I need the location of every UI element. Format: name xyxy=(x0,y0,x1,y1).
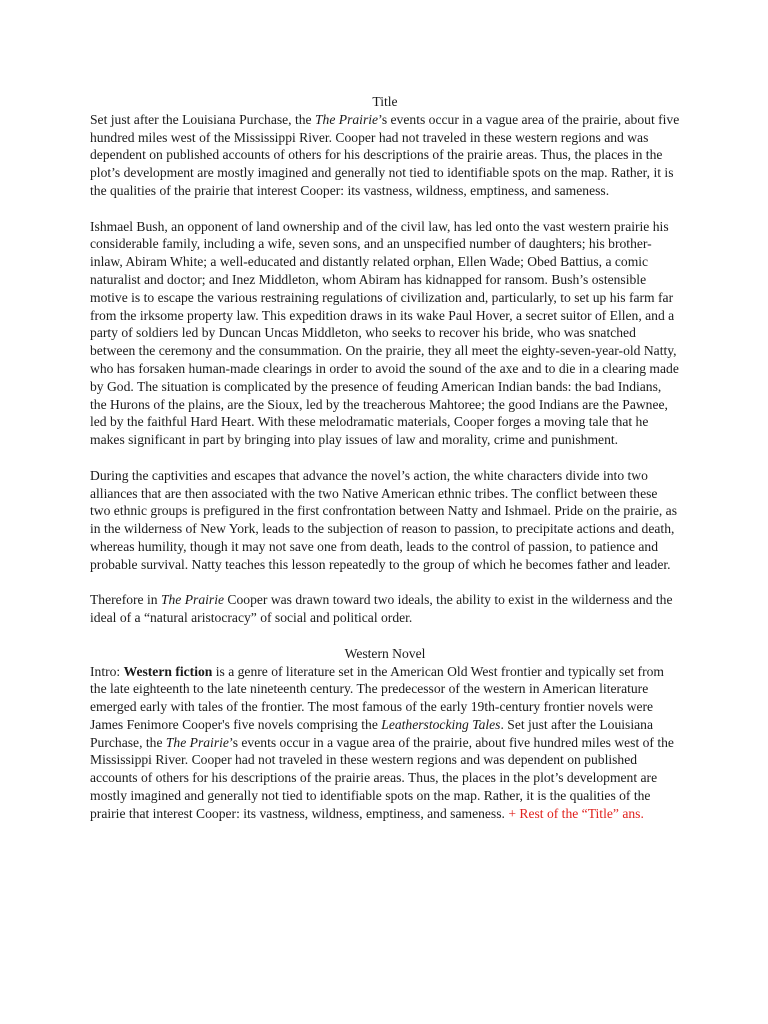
title-paragraph-1 xyxy=(90,111,680,200)
intro-label: Intro: xyxy=(90,663,124,679)
paragraph-gap xyxy=(90,200,680,218)
text-run: Therefore in xyxy=(90,592,161,608)
document-page xyxy=(90,93,680,823)
western-novel-heading: Western Novel xyxy=(344,645,426,661)
leatherstocking-italic: Leatherstocking Tales xyxy=(381,716,501,732)
text-run: is a genre of literature set in the American Old West frontier and typically set from the late eighteenth to the late nineteenth century. The predecessor of the western in American literature emerged early with tales of the frontier. The most famous of the early 19th-century frontier novels were James Fenimore Cooper's five novels comprising the xyxy=(90,663,664,732)
paragraph-gap xyxy=(90,449,680,467)
text-run: ’s events occur in a vague area of the prairie, about five hundred miles west of the Mississippi River. Cooper had not traveled in these western regions and was dependent on published accounts of others for his descriptions of the prairie areas. Thus, the places in the plot’s development are mostly imagined and generally not tied to identifiable spots on the map. Rather, it is the qualities of the prairie that interest Cooper: its vastness, wildness, emptiness, and sameness. xyxy=(90,111,680,198)
text-run: ’s events occur in a vague area of the prairie, about five hundred miles west of the Mississippi River. Cooper had not traveled in these western regions and was dependent on published accounts of others for his descriptions of the prairie areas. Thus, the places in the plot’s development are mostly imagined and generally not tied to identifiable spots on the map. Rather, it is the qualities of the prairie that interest Cooper: its vastness, wildness, emptiness, and sameness. xyxy=(90,734,674,821)
paragraph-gap xyxy=(90,627,680,645)
title-paragraph-3: During the captivities and escapes that advance the novel’s action, the white characters divide into two alliances that are then associated with the two Native American ethnic tribes. The conflict between these two ethnic groups is prefigured in the first confrontation between Natty and Ishmael. Pride on the prairie, as in the wilderness of New York, leads to the subjection of reason to passion, to precipitate actions and death, whereas humility, though it may not save one from death, leads to the control of passion, to patience and probable survival. Natty teaches this lesson repeatedly to the group of which he becomes father and leader. xyxy=(90,467,678,572)
text-run: . Set just after the Louisiana Purchase, the xyxy=(90,716,653,750)
text-run: Set just after the Louisiana Purchase, the xyxy=(90,111,315,127)
title-paragraph-4 xyxy=(90,591,680,627)
book-title-italic: The Prairie xyxy=(165,734,229,750)
western-paragraph-1 xyxy=(90,663,680,823)
book-title-italic: The Prairie xyxy=(160,592,225,608)
section-title-heading: Title xyxy=(372,94,398,109)
book-title-italic: The Prairie xyxy=(315,111,379,127)
red-note: + Rest of the “Title” ans. xyxy=(508,805,644,821)
title-paragraph-2: Ishmael Bush, an opponent of land ownership and of the civil law, has led onto the vast western prairie his considerable family, including a wife, seven sons, and an unspecified number of daughters; his brother-inlaw, Abiram White; a well-educated and distantly related orphan, Ellen Wade; Obed Battius, a comic naturalist and doctor; and Inez Middleton, whom Abiram has kidnapped for ransom. Bush’s ostensible motive is to escape the various restraining regulations of civilization and, particularly, to set up his farm far from the irksome property law. This expedition draws in its wake Paul Hover, a secret suitor of Ellen, and a party of soldiers led by Duncan Uncas Middleton, who seeks to recover his bride, who was snatched between the ceremony and the consummation. On the prairie, they all meet the eighty-seven-year-old Natty, who has forsaken human-made clearings in order to avoid the sound of the axe and to die in a clearing made by God. The situation is complicated by the presence of feuding American Indian bands: the bad Indians, the Hurons of the plains, are the Sioux, led by the treacherous Mahtoree; the good Indians are the Pawnee, led by the faithful Hard Heart. With these melodramatic materials, Cooper forges a moving tale that he makes significant in part by bringing into play issues of law and morality, crime and punishment. xyxy=(90,218,679,448)
western-fiction-bold: Western fiction xyxy=(123,663,213,679)
text-run: Cooper was drawn toward two ideals, the ability to exist in the wilderness and the ideal of a “natural aristocracy” of social and political order. xyxy=(90,592,673,626)
paragraph-gap xyxy=(90,574,680,592)
